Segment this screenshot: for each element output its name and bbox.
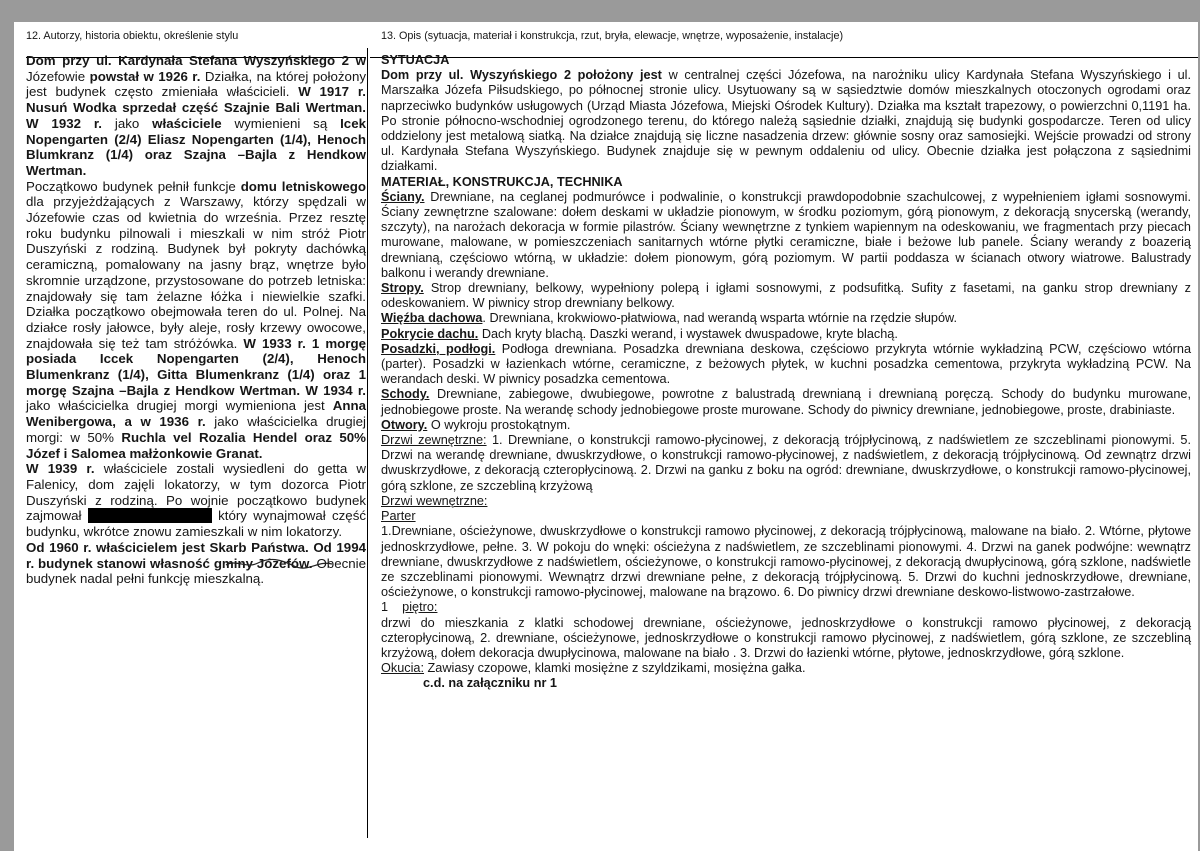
wiezba-paragraph: Więźba dachowa. Drewniana, krokwiowo-płatwiowa, nad werandą wsparta wtórnie na rzędzie słupów.	[381, 311, 958, 326]
description-column	[381, 30, 1199, 692]
otwory-paragraph: Otwory. O wykroju prostokątnym.	[381, 417, 571, 432]
section-title-material: MATERIAŁ, KONSTRUKCJA, TECHNIKA	[381, 174, 623, 189]
sciany-paragraph: Ściany. Drewniane, na ceglanej podmurówce i podwalinie, o konstrukcji prawdopodobnie szachulcowej, z wypełnieniem igłami sosnowymi. Ściany zewnętrzne szalowane: dołem deskami w układzie pionowym, w środku poziomym, górą pionowym, z dekoracją snycerską (werandy, szczyty), na narożach dekoracja w formie pilastrów. Ściany wewnętrzne z tynkiem wapiennym na odeskowaniu, we fragmentach przy piecach murowane, malowane, w pomieszczeniach sanitarnych wtórne płytki ceramiczne, białe i beżowe lub panele. Ściany werandy z boazerią drewnianą, częściowo wtórną, w układzie: dołem pionowym, górą poziomym. W partii poddasza w ścianach otwory wiatrowe. Balustrady balkonu i werandy drewniane.	[381, 189, 1191, 280]
section-title-sytuacja: SYTUACJA	[381, 53, 450, 67]
history-paragraph-origin: Dom przy ul. Kardynała Stefana Wyszyńskiego 2 w Józefowie powstał w 1926 r. Działka, na której położony jest budynek często zmieniała właścicieli. W 1917 r. Nusuń Wodka sprzedał część Szajnie Bali Wertman. W 1932 r. jako właściciele wymienieni są Icek Nopengarten (2/4) Eliasz Nopengarten (1/4), Henoch Blumkranz (1/4) oraz Szajna –Bajla z Hendkow Wertman.	[26, 53, 366, 178]
okucia-paragraph: Okucia: Zawiasy czopowe, klamki mosiężne z szyldzikami, mosiężna gałka.	[381, 661, 806, 676]
drzwi-zewnetrzne-paragraph: Drzwi zewnętrzne: 1. Drewniane, o konstrukcji ramowo-płycinowej, z dekoracją trójpłycinową, z nadświetlem ze szczeblinami pionowymi. 5. Drzwi na werandę drewniane, dwuskrzydłowe, o konstrukcji ramowo-płycinowej, z nadświetlem, z dekoracją trójpłycinową. Od zewnątrz drzwi dwuskrzydłowe, z dekoracją czteropłycinową. 2. Drzwi na ganku z boku na ogród: drewniane, dwuskrzydłowe, o konstrukcji ramowo-płycinowej, górą szklone, ze szczebliną krzyżową	[381, 433, 1191, 493]
history-paragraph-function: Początkowo budynek pełnił funkcje domu letniskowego dla przyjeżdżających z Warszawy, którzy spędzali w Józefowie czas od kwietnia do września. Przez resztę roku budynku pilnowali i mieszkali w nim stróż Piotr Duszyński z rodziną. Budynek był pokryty dachówką ceramiczną, pomalowany na jasny brąz, wnętrze było skromnie urządzone, przystosowane do potrzeb letniska: znajdowały się tam żelazne łóżka i niewielkie szafki. Działka początkowo obejmowała teren do ul. Polnej. Na działce rosły jałowce, były aleje, rosły krzewy owocowe, znajdowała się też tam stróżówka. W 1933 r. 1 morgę posiada Iccek Nopengarten (2/4), Henoch Blumenkranz (1/4), Gitta Blumenkranz (1/4) oraz 1 morgę Szajna –Bajla z Hendkow Wertman. W 1934 r. jako właścicielka drugiej morgi wymieniona jest Anna Wenibergowa, a w 1936 r. jako właścicielka drugiej morgi: w 50% Ruchla vel Rozalia Hendel oraz 50% Józef i Salomea małżonkowie Granat.	[26, 178, 366, 461]
schody-paragraph: Schody. Drewniane, zabiegowe, dwubiegowe, powrotne z balustradą drewnianą i drewnianą poręczą. Schody do budynku murowane, jednobiegowe proste. Na werandę schody jednobiegowe proste murowane. Schody do piwnicy drewniane, jednobiegowe, proste, drabiniaste.	[381, 387, 1191, 417]
description-text	[381, 53, 1199, 692]
history-column	[26, 30, 370, 587]
history-paragraph-war: W 1939 r. właściciele zostali wysiedleni do getta w Falenicy, dom zajęli lokatorzy, w tym dozorca Piotr Duszyński z rodziną. Po wojnie początkowo budynek zajmował który wynajmował część budynku, wkrótce znowu zamieszkali w nim lokatorzy.	[26, 461, 366, 540]
description-header: 13. Opis (sytuacja, materiał i konstrukcja, rzut, bryła, elewacje, wnętrze, wyposażenie, instalacje)	[381, 30, 844, 42]
history-paragraph-ownership: Od 1960 r. właścicielem jest Skarb Państwa. Od 1994 r. budynek stanowi własność gminy Józefów. Obecnie budynek nadal pełni funkcję mieszkalną.	[26, 539, 366, 587]
stropy-paragraph: Stropy. Strop drewniany, belkowy, wypełniony polepą i igłami sosnowymi, z podsufitką. Sufity z fasetami, na ganku strop drewniany z odeskowaniem. W piwnicy strop drewniany belkowy.	[381, 281, 1192, 311]
posadzki-paragraph: Posadzki, podłogi. Podłoga drewniana. Posadzka drewniana deskowa, częściowo przykryta wtórnie wykładziną PCW, częściowo wtórna (parter). Posadzki w łazienkach wtórne, ceramiczne, z beżowych płytek, w kuchni posadzka cementowa, przykryta wykładziną PCW. Na werandach deski. W piwnicy posadzka cementowa.	[381, 341, 1191, 387]
parter-label: Parter	[381, 509, 416, 524]
continuation-note: c.d. na załączniku nr 1	[423, 676, 557, 691]
pokrycie-paragraph: Pokrycie dachu. Dach kryty blachą. Daszki werand, i wystawek dwuspadowe, kryte blachą.	[381, 326, 898, 341]
drzwi-wewnetrzne-label: Drzwi wewnętrzne:	[381, 493, 488, 508]
history-text	[26, 53, 370, 587]
redaction-bar	[88, 508, 212, 523]
history-header: 12. Autorzy, historia obiektu, określenie stylu	[26, 30, 239, 42]
pietro-paragraph: drzwi do mieszkania z klatki schodowej drewniane, ościeżynowe, jednoskrzydłowe o konstrukcji ramowo płycinowej, z dekoracją czteropłycinową, 2. drewniane, ościeżynowe, jednoskrzydłowe o konstrukcji ramowo płycinowej, z nadświetlem, górą szklone, ze szczebliną krzyżową, dołem dekoracja dwupłycinowa, malowane na biało . 3. Drzwi do łazienki wtórne, płytowe, jednoskrzydłowe, górą szklone.	[381, 615, 1191, 660]
pietro-label: 1 piętro:	[381, 600, 438, 615]
sytuacja-paragraph: Dom przy ul. Wyszyńskiego 2 położony jest w centralnej części Józefowa, na narożniku ulicy Kardynała Stefana Wyszyńskiego i ul. Marszałka Józefa Piłsudskiego, po północnej stronie ulicy. Usytuowany są w sąsiedztwie domów mieszkalnych otoczonych ogrodami oraz naprzeciwko budynków usługowych (Urząd Miasta Józefowa, Miejski Ośrodek Kultury). Działka ma kształt trapezowy, o powierzchni 0,1191 ha. Po stronie północno-wschodniej ogrodzonego terenu, do którego należą sąsiednie działki, znajdują się budynki gospodarcze. Teren od ulicy oddzielony jest metalową siatką. Na działce znajdują się liczne nasadzenia drzew: głównie sosny oraz samosiejki. Wejście prowadzi od strony ul. Kardynała Stefana Wyszyńskiego. Budynek znajduje się w pewnym oddaleniu od ulicy. Obecnie działka jest połączona z sąsiednimi działkami.	[381, 68, 1192, 174]
parter-paragraph: 1.Drewniane, ościeżynowe, dwuskrzydłowe o konstrukcji ramowo płycinowej, z dekoracją trójpłycinową, malowane na biało. 2. Wtórne, płytowe jednoskrzydłowe, pełne. 3. W pokoju do wnęki: ościeżyna z nadświetlem, ze szczeblinami pionowymi. 4. Drzwi na ganek podwójne: wewnątrz drewniane, dwuskrzydłowe z nadświetlem, ościeżynowe, o konstrukcji ramowo-płycinowej, z dekoracją dwupłycinową, górą szklone, nadświetle ze szczeblinami pionowymi. Wewnątrz drzwi drewniane pełne, z dekoracją trójpłycinową. 5. Drzwi do kuchni jednoskrzydłowe, drewniane, ościeżynowe, o konstrukcji ramowo-płycinowej, malowane na brązowo. 6. Do piwnicy drzwi drewniane deskowo-listwowo-zastrzałowe.	[381, 524, 1191, 600]
